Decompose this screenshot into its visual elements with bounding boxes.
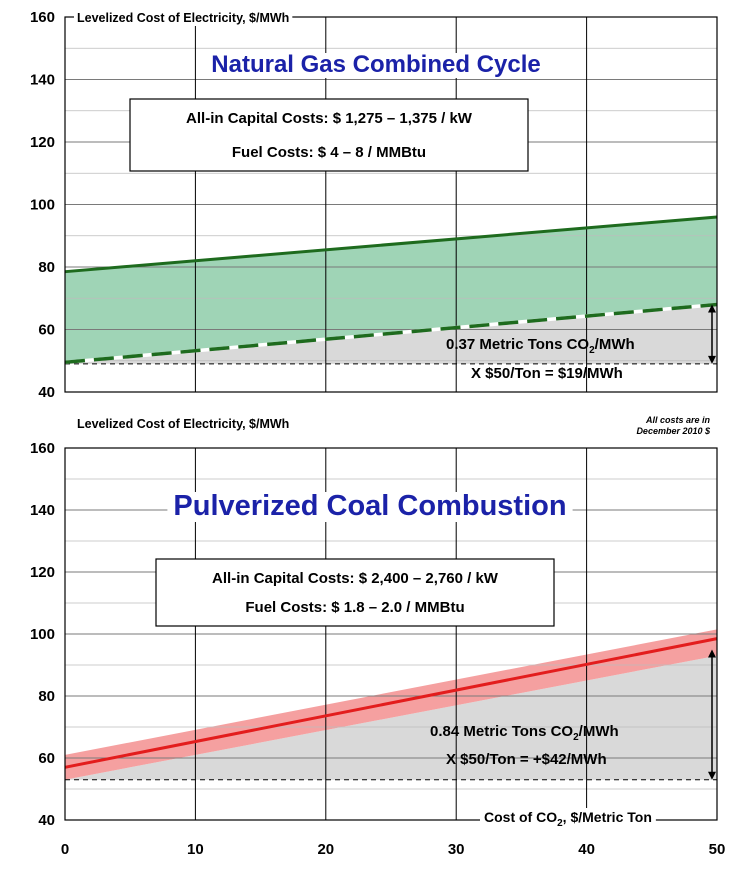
- x-axis-label-post: , $/Metric Ton: [562, 809, 652, 825]
- cost-note-line2: December 2010 $: [636, 426, 710, 436]
- x-tick-label: 0: [60, 841, 70, 858]
- x-axis-label-sub: 2: [557, 818, 563, 829]
- fuel-cost-text-0: Fuel Costs: $ 4 – 8 / MMBtu: [231, 144, 427, 161]
- y-tick-label-0: 80: [38, 259, 55, 276]
- capital-cost-text-0: All-in Capital Costs: $ 1,275 – 1,375 / kW: [186, 110, 472, 127]
- y-axis-label-0: Levelized Cost of Electricity, $/MWh: [77, 11, 290, 25]
- x-axis-label-main: Cost of CO: [484, 809, 558, 825]
- y-tick-label-0: 140: [29, 71, 55, 89]
- y-tick-label-1: 120: [29, 564, 55, 581]
- x-tick-label: 10: [187, 841, 204, 858]
- y-axis-label-1: Levelized Cost of Electricity, $/MWh: [77, 417, 290, 431]
- y-tick-label-1: 160: [29, 440, 55, 457]
- x-tick-label: 40: [578, 841, 595, 858]
- annotation-text-line1-1-main: 0.84 Metric Tons CO: [430, 723, 574, 740]
- annotation-text-line1-1-sub: 2: [573, 732, 579, 743]
- x-tick-label: 30: [447, 841, 465, 858]
- x-tick-label: 50: [708, 841, 726, 858]
- y-tick-label-1: 100: [29, 626, 55, 643]
- annotation-text-line1-0-sub: 2: [589, 345, 595, 356]
- annotation-text-line2-0: X $50/Ton = $19/MWh: [471, 365, 623, 382]
- y-tick-label-0: 120: [29, 134, 55, 151]
- chart-title-0: Natural Gas Combined Cycle: [211, 51, 541, 78]
- annotation-text-line1-0-main: 0.37 Metric Tons CO: [446, 336, 590, 353]
- y-tick-label-0: 160: [29, 9, 55, 26]
- capital-cost-text-1: All-in Capital Costs: $ 2,400 – 2,760 / kW: [212, 570, 498, 587]
- y-tick-label-0: 60: [38, 321, 55, 339]
- y-tick-label-1: 80: [38, 688, 55, 705]
- y-tick-label-1: 60: [38, 750, 55, 767]
- y-tick-label-1: 40: [38, 812, 55, 829]
- fuel-cost-text-1: Fuel Costs: $ 1.8 – 2.0 / MMBtu: [245, 599, 465, 616]
- x-tick-label: 20: [317, 841, 335, 858]
- y-tick-label-1: 140: [29, 502, 55, 519]
- y-tick-label-0: 40: [38, 384, 55, 401]
- chart-title-1: Pulverized Coal Combustion: [173, 490, 567, 522]
- annotation-text-line1-1-post: /MWh: [578, 723, 619, 740]
- annotation-text-line2-1: X $50/Ton = +$42/MWh: [446, 751, 607, 768]
- y-tick-label-0: 100: [29, 196, 55, 214]
- cost-note-line1: All costs are in: [645, 415, 710, 425]
- annotation-text-line1-0-post: /MWh: [594, 336, 635, 353]
